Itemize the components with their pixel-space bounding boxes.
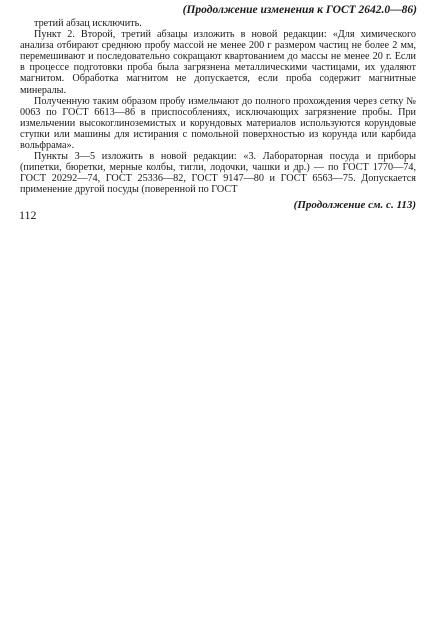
paragraph-1: третий абзац исключить. (34, 18, 142, 29)
paragraph-2: Пункт 2. Второй, третий абзацы изложить в новой редакции: «Для химического анализа отбирают среднюю пробу массой не менее 200 г размером частиц не более 2 мм, перемешивают и последовательно сокращают квартованием до массы не менее 20 г. Если в процессе подготовки проба была загрязнена металлическими частицами, их удаляют магнитом. Обработка магнитом не допускается, если проба содержит магнитные минералы. (20, 29, 416, 96)
paragraph-4: Пункты 3—5 изложить в новой редакции: «3. Лабораторная посуда и приборы (пипетки, бюретки, мерные колбы, тигли, лодочки, чашки и др.) — по ГОСТ 1770—74, ГОСТ 20292—74, ГОСТ 25336—82, ГОСТ 9147—80 и ГОСТ 6563—75. Допускается применение другой посуды (поверенной по ГОСТ (20, 151, 416, 196)
paragraph-3: Полученную таким образом пробу измельчают до полного прохождения через сетку № 0063 по ГОСТ 6613—86 в приспособлениях, исключающих загрязнение пробы. При измельчении высокоглиноземистых и корундовых материалов используются корундовые ступки или машины для истирания с помольной поверхностью из корунда или карбида вольфрама». (20, 95, 416, 152)
body-text (20, 18, 416, 211)
continuation-note: (Продолжение см. с. 113) (293, 198, 416, 211)
running-header: (Продолжение изменения к ГОСТ 2642.0—86) (182, 4, 417, 16)
page-number: 112 (19, 208, 37, 222)
